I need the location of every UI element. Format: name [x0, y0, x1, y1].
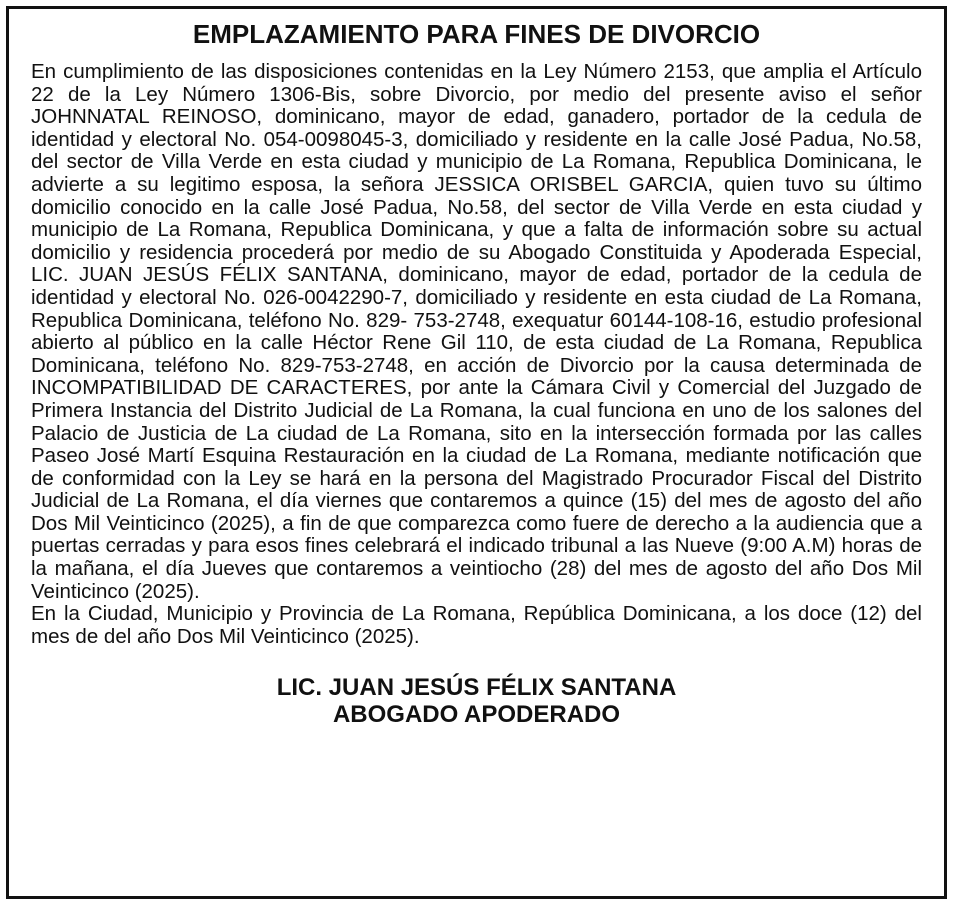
signature-role: ABOGADO APODERADO — [332, 701, 621, 729]
legal-notice-box — [6, 6, 947, 899]
notice-closing-paragraph: En la Ciudad, Municipio y Provincia de La Romana, República Dominicana, a los doce (12) del mes de del año Dos Mil Veinticinco (2025). — [31, 602, 922, 648]
signature-name: LIC. JUAN JESÚS FÉLIX SANTANA — [276, 674, 677, 702]
signature-block — [31, 674, 922, 728]
notice-title: EMPLAZAMIENTO PARA FINES DE DIVORCIO — [192, 19, 761, 49]
notice-body-paragraph: En cumplimiento de las disposiciones contenidas en la Ley Número 2153, que amplia el Artículo 22 de la Ley Número 1306-Bis, sobre Divorcio, por medio del presente aviso el señor JOHNNATAL REINOSO, dominicano, mayor de edad, ganadero, portador de la cedula de identidad y electoral No. 054-0098045-3, domiciliado y residente en la calle José Padua, No.58, del sector de Villa Verde en esta ciudad y municipio de La Romana, Republica Dominicana, le advierte a su legitimo esposa, la señora JESSICA ORISBEL GARCIA, quien tuvo su último domicilio conocido en la calle José Padua, No.58, del sector de Villa Verde en esta ciudad y municipio de La Romana, Republica Dominicana, y que a falta de información sobre su actual domicilio y residencia procederá por medio de su Abogado Constituida y Apoderada Especial, LIC. JUAN JESÚS FÉLIX SANTANA, dominicano, mayor de edad, portador de la cedula de identidad y electoral No. 026-0042290-7, domiciliado y residente en esta ciudad de La Romana, Republica Dominicana, teléfono No. 829- 753-2748, exequatur 60144-108-16, estudio profesional abierto al público en la calle Héctor Rene Gil 110, de esta ciudad de La Romana, Republica Dominicana, teléfono No. 829-753-2748, en acción de Divorcio por la causa determinada de INCOMPATIBILIDAD DE CARACTERES, por ante la Cámara Civil y Comercial del Juzgado de Primera Instancia del Distrito Judicial de La Romana, la cual funciona en uno de los salones del Palacio de Justicia de La ciudad de La Romana, sito en la intersección formada por las calles Paseo José Martí Esquina Restauración en la ciudad de La Romana, mediante notificación que de conformidad con la Ley se hará en la persona del Magistrado Procurador Fiscal del Distrito Judicial de La Romana, el día viernes que contaremos a quince (15) del mes de agosto del año Dos Mil Veinticinco (2025), a fin de que comparezca como fuere de derecho a la audiencia que a puertas cerradas y para esos fines celebrará el indicado tribunal a las Nueve (9:00 A.M) horas de la mañana, el día Jueves que contaremos a veintiocho (28) del mes de agosto del año Dos Mil Veinticinco (2025). — [31, 60, 922, 603]
